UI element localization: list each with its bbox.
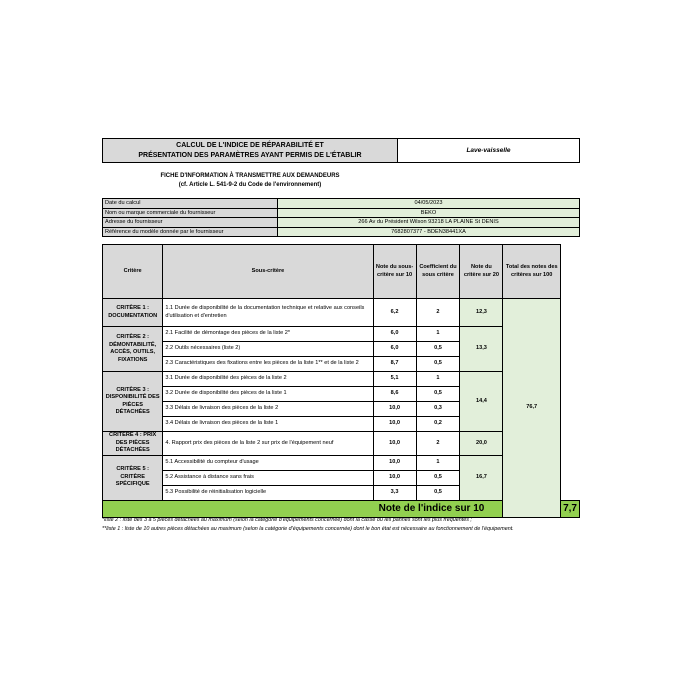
product-type: Lave-vaisselle [398,138,580,163]
subcriterion-label: 3.1 Durée de disponibilité des pièces de la liste 2 [163,372,373,387]
subcriterion-coef: 0,5 [416,342,460,357]
table-header-row [103,245,580,299]
fiche-line-2: (cf. Article L. 541-9-2 du Code de l'environnement) [178,182,322,188]
document-title [102,138,398,163]
subcriterion-note: 5,1 [373,372,416,387]
subcriterion-note: 3,3 [373,485,416,500]
subcriterion-note: 6,0 [373,342,416,357]
subcriterion-label: 4. Rapport prix des pièces de la liste 2 sur prix de l'équipement neuf [163,432,373,456]
footnote-liste-1: **liste 1 : liste de 10 autres pièces détachées au maximum (selon la catégorie d'équipements concernée) dont le bon état est nécessaire au fonctionnement de l'équipement. [102,525,514,532]
subcriterion-note: 10,0 [373,417,416,432]
info-value: 7682807377 - BDEN38441XA [278,227,580,237]
final-score-label: Note de l'indice sur 10 [103,500,503,517]
subcriterion-note: 10,0 [373,470,416,485]
info-label: Nom ou marque commerciale du fournisseur [103,208,278,218]
subcriterion-coef: 0,5 [416,387,460,402]
subcriterion-label: 5.2 Assistance à distance sans frais [163,470,373,485]
subcriterion-label: 3.2 Durée de disponibilité des pièces de la liste 1 [163,387,373,402]
subcriterion-coef: 0,5 [416,470,460,485]
subcriterion-note: 8,7 [373,357,416,372]
subcriterion-coef: 1 [416,372,460,387]
info-row-address [103,218,580,228]
subcriterion-label: 2.3 Caractéristiques des fixations entre les pièces de la liste 1** et de la liste 2 [163,357,373,372]
subcriterion-note: 8,6 [373,387,416,402]
subcriterion-note: 6,0 [373,327,416,342]
subcriterion-coef: 0,5 [416,485,460,500]
footnote-liste-2: *liste 2 : liste des 3 à 5 pièces détachées au maximum (selon la catégorie d'équipements concernée) dont la casse ou les pannes sont les plus fréquentes ; [102,517,472,523]
criterion-1-name: CRITÈRE 1 : DOCUMENTATION [103,299,163,327]
subcriterion-note: 10,0 [373,402,416,417]
criterion-3-note20: 14,4 [460,372,503,432]
table-row [103,299,580,327]
subcriterion-coef: 0,5 [416,357,460,372]
footnotes [102,516,580,533]
supplier-info-table [102,198,580,237]
subcriterion-label: 2.2 Outils nécessaires (liste 2) [163,342,373,357]
subcriterion-coef: 0,3 [416,402,460,417]
criterion-1-note20: 12,3 [460,299,503,327]
fiche-line-1: FICHE D'INFORMATION À TRANSMETTRE AUX DEMANDEURS [160,173,340,179]
info-label: Adresse du fournisseur [103,218,278,228]
subcriterion-note: 10,0 [373,432,416,456]
total-100: 76,7 [503,299,561,518]
info-value: 266 Av du Président Wilson 93218 LA PLAINE St DENIS [278,218,580,228]
col-header-coef: Coefficient du sous critère [416,245,460,299]
subcriterion-note: 6,2 [373,299,416,327]
info-value: 04/05/2023 [278,199,580,209]
col-header-total: Total des notes des critères sur 100 [503,245,561,299]
subcriterion-coef: 1 [416,327,460,342]
fiche-subtitle [102,172,398,190]
info-row-date [103,199,580,209]
subcriterion-label: 5.3 Possibilité de réinitialisation logicielle [163,485,373,500]
subcriterion-coef: 1 [416,455,460,470]
criterion-2-name: CRITÈRE 2 : DÉMONTABILITÉ, ACCÈS, OUTILS, FIXATIONS [103,327,163,372]
info-row-reference [103,227,580,237]
criterion-5-name: CRITÈRE 5 : CRITÈRE SPÉCIFIQUE [103,455,163,500]
criterion-5-note20: 16,7 [460,455,503,500]
title-line-2: PRÉSENTATION DES PARAMÈTRES AYANT PERMIS DE L'ÉTABLIR [138,152,362,159]
subcriterion-label: 2.1 Facilité de démontage des pièces de la liste 2* [163,327,373,342]
subcriterion-coef: 2 [416,432,460,456]
info-label: Date du calcul [103,199,278,209]
col-header-sous-critere: Sous-critère [163,245,373,299]
subcriterion-label: 5.1 Accessibilité du compteur d'usage [163,455,373,470]
subcriterion-coef: 2 [416,299,460,327]
criterion-3-name: CRITÈRE 3 : DISPONIBILITÉ DES PIÈCES DÉTACHÉES [103,372,163,432]
info-row-brand [103,208,580,218]
criterion-4-name: CRITÈRE 4 : PRIX DES PIÈCES DÉTACHÉES [103,432,163,456]
info-label: Référence du modèle donnée par le fournisseur [103,227,278,237]
subcriterion-coef: 0,2 [416,417,460,432]
col-header-note10: Note du sous-critère sur 10 [373,245,416,299]
subcriterion-label: 3.4 Délais de livraison des pièces de la liste 1 [163,417,373,432]
subcriterion-note: 10,0 [373,455,416,470]
subcriterion-label: 3.3 Délais de livraison des pièces de la liste 2 [163,402,373,417]
info-value: BEKO [278,208,580,218]
col-header-critere: Critère [103,245,163,299]
criterion-2-note20: 13,3 [460,327,503,372]
title-line-1: CALCUL DE L'INDICE DE RÉPARABILITÉ ET [176,142,324,149]
criterion-4-note20: 20,0 [460,432,503,456]
subcriterion-label: 1.1 Durée de disponibilité de la documentation technique et relative aux conseils d'utilisation et d'entretien [163,299,373,327]
final-score-value: 7,7 [561,500,580,517]
repairability-table [102,244,580,518]
col-header-note20: Note du critère sur 20 [460,245,503,299]
